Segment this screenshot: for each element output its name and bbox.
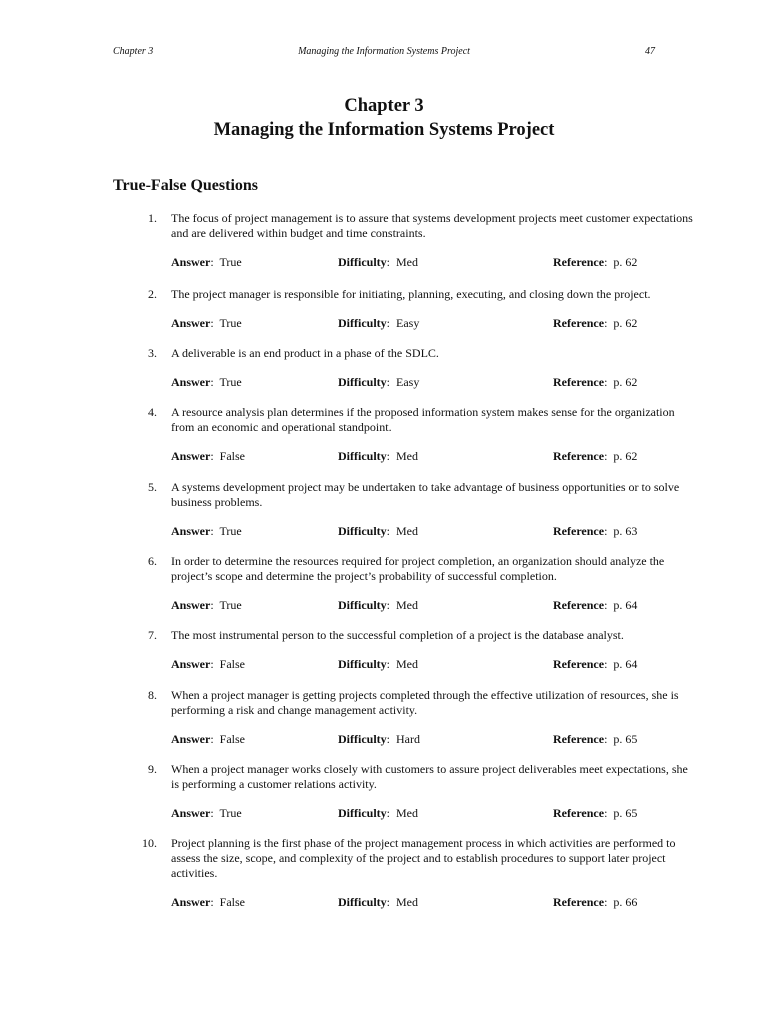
chapter-title (0, 94, 768, 142)
question-number: 5. (148, 480, 157, 494)
difficulty-field: Difficulty: Med (338, 598, 418, 612)
difficulty-value: Med (396, 657, 418, 671)
answer-label: Answer (171, 255, 211, 269)
answer-field: Answer: True (171, 806, 242, 820)
difficulty-label: Difficulty (338, 806, 387, 820)
reference-field: Reference: p. 66 (553, 895, 638, 909)
difficulty-value: Med (396, 598, 418, 612)
question-number: 2. (148, 287, 157, 301)
reference-value: p. 63 (613, 524, 638, 538)
answer-field: Answer: False (171, 732, 246, 746)
question-text: When a project manager works closely with customers to assure project deliverables meet expectations, she is performing a customer relations activity. (171, 762, 688, 791)
reference-label: Reference (553, 449, 605, 463)
difficulty-label: Difficulty (338, 895, 387, 909)
reference-value: p. 65 (613, 732, 638, 746)
question-meta (171, 316, 693, 331)
reference-field: Reference: p. 62 (553, 255, 638, 269)
answer-field: Answer: False (171, 657, 246, 671)
reference-label: Reference (553, 598, 605, 612)
question-number: 7. (148, 628, 157, 642)
difficulty-field: Difficulty: Med (338, 657, 418, 671)
chapter-name: Managing the Information Systems Project (213, 120, 555, 140)
reference-value: p. 62 (613, 449, 638, 463)
reference-field: Reference: p. 63 (553, 524, 638, 538)
question-text: In order to determine the resources required for project completion, an organization should analyze the project’s scope and determine the project’s probability of successful completion. (171, 554, 665, 583)
question-number: 3. (148, 346, 157, 360)
reference-value: p. 65 (613, 806, 638, 820)
difficulty-label: Difficulty (338, 375, 387, 389)
question-meta (171, 895, 693, 910)
reference-value: p. 62 (613, 375, 638, 389)
question-item (113, 762, 693, 821)
reference-label: Reference (553, 375, 605, 389)
question-meta (171, 524, 693, 539)
difficulty-value: Med (396, 524, 418, 538)
answer-value: True (219, 806, 242, 820)
question-item (113, 628, 693, 672)
difficulty-field: Difficulty: Med (338, 524, 418, 538)
question-meta (171, 732, 693, 747)
reference-field: Reference: p. 62 (553, 316, 638, 330)
answer-label: Answer (171, 375, 211, 389)
question-number: 1. (148, 211, 157, 225)
header-title: Managing the Information Systems Project (298, 46, 470, 57)
answer-field: Answer: False (171, 449, 246, 463)
running-header (113, 46, 655, 60)
reference-value: p. 66 (613, 895, 638, 909)
reference-value: p. 62 (613, 255, 638, 269)
difficulty-label: Difficulty (338, 449, 387, 463)
difficulty-field: Difficulty: Med (338, 255, 418, 269)
question-meta (171, 806, 693, 821)
reference-label: Reference (553, 895, 605, 909)
difficulty-field: Difficulty: Easy (338, 316, 420, 330)
reference-field: Reference: p. 62 (553, 375, 638, 389)
reference-value: p. 64 (613, 657, 638, 671)
reference-value: p. 62 (613, 316, 638, 330)
question-text: A deliverable is an end product in a phase of the SDLC. (171, 346, 439, 360)
difficulty-value: Med (396, 255, 418, 269)
difficulty-value: Med (396, 449, 418, 463)
difficulty-value: Med (396, 895, 418, 909)
answer-field: Answer: True (171, 524, 242, 538)
question-meta (171, 449, 693, 464)
reference-field: Reference: p. 64 (553, 657, 638, 671)
question-item (113, 287, 693, 331)
question-item (113, 688, 693, 747)
difficulty-value: Easy (396, 375, 420, 389)
question-item (113, 836, 693, 910)
reference-label: Reference (553, 657, 605, 671)
question-text: A systems development project may be undertaken to take advantage of business opportunities or to solve business problems. (171, 480, 680, 509)
difficulty-label: Difficulty (338, 657, 387, 671)
reference-label: Reference (553, 255, 605, 269)
answer-value: True (219, 316, 242, 330)
answer-value: True (219, 524, 242, 538)
page-number: 47 (645, 46, 655, 57)
answer-label: Answer (171, 895, 211, 909)
question-text: A resource analysis plan determines if the proposed information system makes sense for the organization from an economic and operational standpoint. (171, 405, 675, 434)
answer-label: Answer (171, 732, 211, 746)
question-meta (171, 598, 693, 613)
question-meta (171, 255, 693, 270)
difficulty-field: Difficulty: Med (338, 806, 418, 820)
answer-label: Answer (171, 524, 211, 538)
answer-value: False (219, 895, 246, 909)
question-text: The focus of project management is to assure that systems development projects meet customer expectations and are delivered within budget and time constraints. (171, 211, 693, 240)
reference-value: p. 64 (613, 598, 638, 612)
reference-field: Reference: p. 65 (553, 806, 638, 820)
difficulty-field: Difficulty: Easy (338, 375, 420, 389)
answer-field: Answer: True (171, 598, 242, 612)
chapter-number: Chapter 3 (344, 96, 424, 116)
question-number: 8. (148, 688, 157, 702)
reference-field: Reference: p. 65 (553, 732, 638, 746)
answer-label: Answer (171, 657, 211, 671)
answer-value: True (219, 255, 242, 269)
question-item (113, 554, 693, 613)
difficulty-field: Difficulty: Hard (338, 732, 420, 746)
reference-label: Reference (553, 806, 605, 820)
question-text: The most instrumental person to the successful completion of a project is the database analyst. (171, 628, 624, 642)
reference-label: Reference (553, 316, 605, 330)
answer-field: Answer: False (171, 895, 246, 909)
reference-field: Reference: p. 64 (553, 598, 638, 612)
answer-label: Answer (171, 598, 211, 612)
difficulty-label: Difficulty (338, 255, 387, 269)
answer-label: Answer (171, 316, 211, 330)
difficulty-field: Difficulty: Med (338, 895, 418, 909)
difficulty-label: Difficulty (338, 524, 387, 538)
question-item (113, 211, 693, 270)
question-item (113, 405, 693, 464)
question-item (113, 480, 693, 539)
difficulty-value: Hard (396, 732, 420, 746)
difficulty-label: Difficulty (338, 316, 387, 330)
header-chapter: Chapter 3 (113, 46, 154, 57)
question-number: 4. (148, 405, 157, 419)
reference-label: Reference (553, 524, 605, 538)
answer-value: True (219, 598, 242, 612)
question-number: 10. (142, 836, 157, 850)
question-text: Project planning is the first phase of the project management process in which activities are performed to assess the size, scope, and complexity of the project and to establish procedures to support later project activities. (171, 836, 676, 880)
difficulty-label: Difficulty (338, 732, 387, 746)
difficulty-value: Med (396, 806, 418, 820)
question-item (113, 346, 693, 390)
question-text: When a project manager is getting projects completed through the effective utilization of resources, she is performing a risk and change management activity. (171, 688, 679, 717)
answer-value: False (219, 732, 246, 746)
question-meta (171, 657, 693, 672)
answer-field: Answer: True (171, 316, 242, 330)
answer-value: False (219, 449, 246, 463)
answer-value: True (219, 375, 242, 389)
section-heading: True-False Questions (113, 177, 259, 194)
question-meta (171, 375, 693, 390)
difficulty-label: Difficulty (338, 598, 387, 612)
answer-label: Answer (171, 449, 211, 463)
question-text: The project manager is responsible for initiating, planning, executing, and closing down the project. (171, 287, 651, 301)
question-number: 9. (148, 762, 157, 776)
answer-value: False (219, 657, 246, 671)
answer-field: Answer: True (171, 375, 242, 389)
question-number: 6. (148, 554, 157, 568)
difficulty-value: Easy (396, 316, 420, 330)
answer-field: Answer: True (171, 255, 242, 269)
answer-label: Answer (171, 806, 211, 820)
difficulty-field: Difficulty: Med (338, 449, 418, 463)
reference-label: Reference (553, 732, 605, 746)
reference-field: Reference: p. 62 (553, 449, 638, 463)
